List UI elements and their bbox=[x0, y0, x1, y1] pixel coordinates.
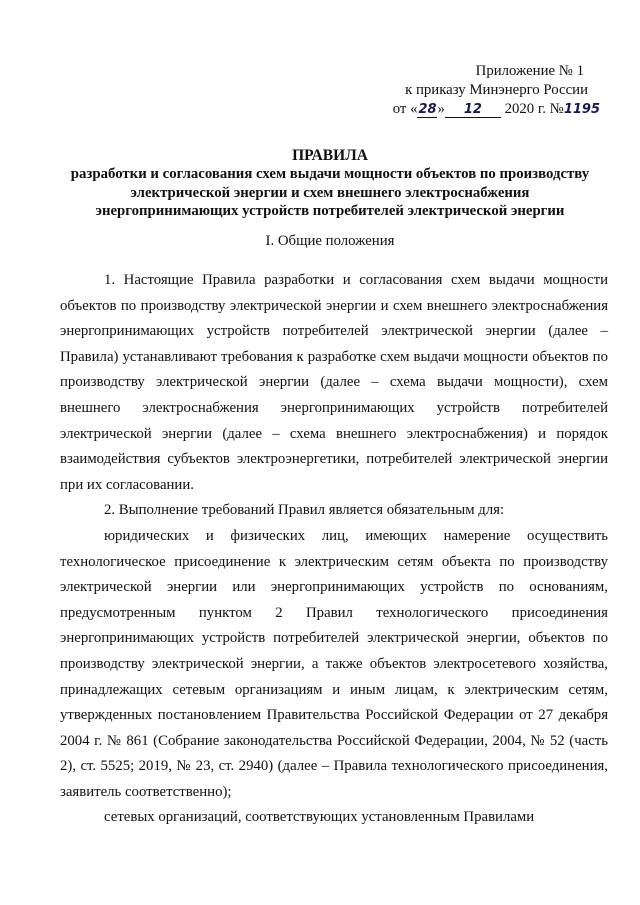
order-date-line bbox=[330, 100, 600, 119]
date-month-handwritten: 12 bbox=[463, 102, 482, 117]
paragraph-3: юридических и физических лиц, имеющих намерение осуществить технологическое присоединение к электрическим сетям объекта по производству электрической энергии или энергопринимающих устройств по основаниям, предусмотренным пунктом 2 Правил технологического присоединения энергопринимающих устройств потребителей электрической энергии, объектов по производству электрической энергии, а также объектов электросетевого хозяйства, принадлежащих сетевым организациям и иным лицам, к электрическим сетям, утвержденных постановлением Правительства Российской Федерации от 27 декабря 2004 г. № 861 (Собрание законодательства Российской Федерации, 2004, № 52 (часть 2), ст. 5525; 2019, № 23, ст. 2940) (далее – Правила технологического присоединения, заявитель соответственно); bbox=[60, 527, 608, 800]
appendix-header bbox=[330, 62, 600, 119]
order-number-slot bbox=[564, 102, 600, 117]
subtitle-line-3: энергопринимающих устройств потребителей электрической энергии bbox=[95, 203, 565, 219]
date-day-slot bbox=[417, 102, 437, 118]
date-mid: » bbox=[437, 101, 445, 117]
document-subtitle bbox=[60, 165, 600, 221]
date-prefix: от « bbox=[392, 101, 418, 117]
date-day-handwritten: 28 bbox=[418, 102, 437, 117]
paragraph-2: 2. Выполнение требований Правил является обязательным для: bbox=[104, 502, 505, 519]
document-title: ПРАВИЛА bbox=[292, 147, 368, 164]
section-heading: I. Общие положения bbox=[265, 233, 395, 249]
subtitle-line-2: электрической энергии и схем внешнего электроснабжения bbox=[130, 184, 530, 201]
order-number-handwritten: 1195 bbox=[563, 102, 600, 117]
order-reference: к приказу Минэнерго России bbox=[405, 82, 588, 98]
paragraph-1: 1. Настоящие Правила разработки и согласования схем выдачи мощности объектов по производству электрической энергии и схем внешнего электроснабжения энергопринимающих устройств потребителей электрической энергии (далее – Правила) устанавливают требования к разработке схем выдачи мощности объектов по производству электрической энергии (далее – схема выдачи мощности), схем внешнего электроснабжения энергопринимающих устройств потребителей электрической энергии (далее – схема внешнего электроснабжения) и порядок взаимодействия субъектов электроэнергетики, потребителей электрической энергии при их согласовании. bbox=[60, 272, 608, 493]
body-text bbox=[60, 268, 608, 831]
paragraph-4: сетевых организаций, соответствующих установленным Правилами bbox=[104, 809, 535, 826]
date-year: 2020 г. № bbox=[504, 101, 564, 117]
subtitle-line-1: разработки и согласования схем выдачи мощности объектов по производству bbox=[70, 166, 590, 182]
date-month-slot bbox=[445, 102, 501, 118]
appendix-label: Приложение № 1 bbox=[475, 63, 584, 79]
